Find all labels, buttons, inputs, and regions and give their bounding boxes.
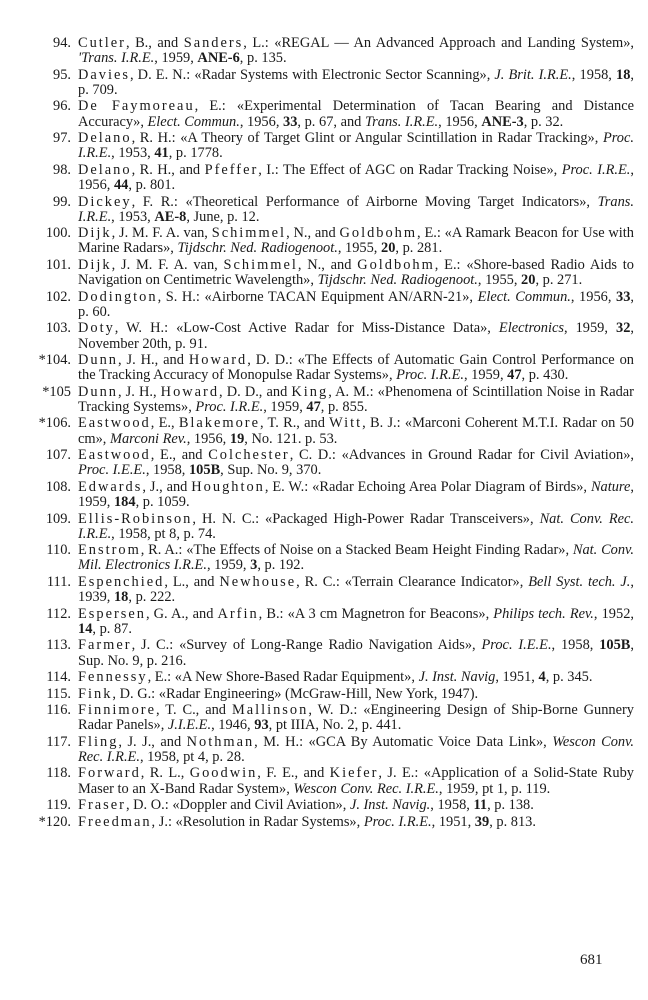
volume-number: 18 [113, 589, 129, 606]
reference-text: , E., and [150, 447, 209, 464]
reference-text: , D. D., and [219, 383, 292, 400]
reference-text: , p. 135. [239, 50, 287, 67]
author-name: Forward [78, 765, 141, 782]
reference-text: , 1956, [570, 288, 616, 305]
reference-text: , N., and [297, 256, 358, 273]
reference-text: , J. E.: «Application of a Solid-State Ruby Maser to an X-Band Radar System», [78, 765, 634, 797]
journal-title: Nat. Conv. Mil. Electronics I.R.E. [78, 542, 634, 574]
reference-text: , p. 87. [92, 620, 132, 637]
journal-title: J. Inst. Navig [418, 669, 496, 686]
reference-entry [0, 131, 648, 161]
reference-entry [0, 575, 648, 605]
reference-text: , J. C.: «Survey of Long-Range Radio Navigation Aids», [131, 637, 482, 654]
reference-text: , 1939, [78, 573, 635, 606]
reference-text: , N., and [286, 225, 340, 242]
journal-title: Trans. I.R.E. [78, 193, 634, 225]
reference-text: , p. 813. [489, 813, 536, 830]
reference-text: , J. H., and [117, 352, 189, 369]
author-name: Fink [78, 685, 113, 702]
volume-number: 4 [538, 669, 546, 686]
journal-title: Proc. I.E.E. [481, 637, 552, 654]
reference-text: , June, p. 12. [186, 208, 260, 225]
author-name: Mallinson [231, 702, 309, 719]
reference-text: , L.: «REGAL — An Advanced Approach and Landing System», [243, 35, 634, 51]
reference-text: , 1956, [78, 161, 634, 194]
reference-number: 115. [46, 685, 71, 702]
reference-text: , p. 60. [78, 288, 634, 320]
author-name: Schimmel [211, 225, 287, 242]
reference-number: 113. [46, 637, 71, 654]
author-name: Fennessy [78, 669, 148, 686]
page-number: 681 [580, 952, 603, 968]
reference-text: , E.: «A Ramark Beacon for Use with Marine Radars», [78, 225, 634, 257]
author-name: Witt [329, 415, 363, 432]
author-name: Fling [78, 733, 119, 750]
author-name: Kiefer [329, 765, 379, 782]
reference-text: , 1956, [438, 113, 482, 130]
author-name: Davies [78, 66, 130, 83]
author-name: Arfin [217, 605, 259, 622]
reference-text: , 1959, [154, 50, 198, 67]
journal-title: Proc. I.R.E. [363, 813, 432, 830]
reference-text: , p. 222. [128, 589, 176, 606]
reference-text: , p. 271. [535, 272, 583, 289]
journal-title: J. Brit. I.R.E. [494, 66, 572, 83]
volume-number: 14 [78, 620, 93, 637]
reference-text: , E., [150, 415, 179, 432]
reference-text: , D. D.: «The Effects of Automatic Gain Control Performance on the Tracking Accuracy of Monopulse Radar Systems», [78, 352, 634, 384]
reference-text: , p. 67, and [297, 113, 365, 130]
reference-text: , R. H., and [131, 161, 205, 178]
reference-entry [0, 703, 648, 733]
journal-title: Proc. I.R.E. [78, 130, 634, 162]
reference-text: , E.: «Shore-based Radio Aids to Navigation on Centimetric Wavelength», [78, 256, 634, 289]
author-name: Newhouse [219, 573, 297, 590]
author-name: Houghton [191, 478, 265, 495]
author-name: King [291, 383, 329, 400]
reference-number: 102. [45, 288, 71, 305]
reference-entry [0, 68, 648, 98]
reference-text: , L., and [164, 573, 220, 590]
journal-title: 'Trans. I.R.E. [78, 50, 155, 67]
reference-number: 97. [53, 130, 71, 147]
reference-text: , H. N. C.: «Packaged High-Power Radar Transceivers», [192, 510, 540, 527]
reference-text: , T. R., and [259, 415, 330, 432]
reference-text: , Sup. No. 9, p. 216. [78, 637, 634, 669]
journal-title: Bell Syst. tech. J. [528, 573, 631, 590]
journal-title: Tijdschr. Ned. Radiogenoot. [317, 272, 478, 289]
reference-text: , 1958, pt 4, p. 28. [139, 748, 245, 765]
reference-entry [0, 543, 648, 573]
author-name: Fraser [78, 797, 126, 814]
reference-text: , S. H.: «Airborne TACAN Equipment AN/ARN-21», [157, 288, 478, 305]
journal-title: Proc. I.R.E. [561, 161, 631, 178]
reference-entry [0, 385, 648, 415]
reference-text: , p. 192. [257, 557, 305, 574]
volume-number: 33 [616, 288, 631, 305]
author-name: Sanders [183, 35, 244, 51]
journal-title: J.I.E.E. [167, 717, 212, 734]
reference-text: , 1956, [239, 113, 284, 130]
author-name: Finnimore [78, 702, 156, 719]
reference-number: 103. [45, 320, 71, 337]
reference-text: , J. M. F. A. van, [111, 225, 212, 242]
reference-text: , p. 801. [128, 177, 176, 194]
reference-entry [0, 36, 648, 66]
author-name: Dickey [78, 193, 132, 210]
reference-text: , 1959, [463, 367, 508, 384]
reference-entry [0, 353, 648, 383]
reference-text: , E. W.: «Radar Echoing Area Polar Diagram of Birds», [264, 478, 591, 495]
reference-entry [0, 226, 648, 256]
reference-text: , 1951, [431, 813, 475, 830]
reference-text: , 1951, [495, 669, 539, 686]
journal-title: Proc. I.R.E. [195, 398, 264, 415]
author-name: Espenchied [78, 573, 165, 590]
reference-text: , 1959, [206, 557, 251, 574]
reference-text: , J. H., [117, 383, 161, 400]
reference-number: 112. [46, 605, 71, 622]
author-name: Nothman [186, 733, 255, 750]
reference-number: *106. [38, 415, 71, 432]
reference-entry [0, 766, 648, 796]
reference-number: 114. [46, 669, 71, 686]
author-name: Delano [78, 161, 132, 178]
reference-entry [0, 687, 648, 702]
reference-text: , 1958, [551, 637, 600, 654]
reference-number: 116. [46, 702, 71, 719]
reference-text: , J.: «Resolution in Radar Systems», [151, 813, 364, 830]
reference-entry [0, 290, 648, 320]
reference-text: , p. 281. [395, 240, 443, 257]
reference-text: , B., and [125, 35, 184, 51]
author-name: Schimmel [223, 256, 298, 273]
author-name: Delano [78, 130, 132, 147]
reference-entry [0, 798, 648, 813]
reference-text: , E.: «Experimental Determination of Tacan Bearing and Distance Accuracy», [78, 98, 634, 130]
author-name: Cutler [78, 35, 126, 51]
reference-text: , p. 1059. [135, 494, 190, 511]
reference-text: , J. J., and [118, 733, 187, 750]
reference-text: , E.: «A New Shore-Based Radar Equipment», [147, 669, 419, 686]
journal-title: J. Inst. Navig. [349, 797, 431, 814]
reference-text: , 1946, [211, 717, 255, 734]
volume-number: 20 [521, 272, 536, 289]
volume-number: 41 [154, 145, 169, 162]
reference-text: , T. C., and [155, 702, 232, 719]
reference-text: , 1952, [593, 605, 634, 622]
volume-number: ANE-6 [197, 50, 240, 67]
reference-list [0, 36, 648, 831]
reference-number: *105 [42, 383, 71, 400]
author-name: Dijk [78, 225, 112, 242]
reference-text: , 1953, [111, 145, 155, 162]
reference-number: 117. [46, 733, 71, 750]
reference-number: 109. [45, 510, 71, 527]
reference-entry [0, 735, 648, 765]
reference-text: , R. C.: «Terrain Clearance Indicator», [296, 573, 529, 590]
volume-number: 44 [113, 177, 129, 194]
reference-entry [0, 448, 648, 478]
author-name: De Faymoreau [78, 98, 195, 115]
volume-number: 39 [474, 813, 490, 830]
author-name: Edwards [78, 478, 143, 495]
reference-text: , No. 121. p. 53. [244, 430, 338, 447]
author-name: Dijk [78, 256, 112, 273]
reference-text: , B.: «A 3 cm Magnetron for Beacons», [258, 605, 494, 622]
reference-text: , W. D.: «Engineering Design of Ship-Borne Gunnery Radar Panels», [78, 702, 635, 734]
author-name: Doty [78, 320, 115, 337]
author-name: Dunn [78, 383, 118, 400]
reference-text: , M. H.: «GCA By Automatic Voice Data Link», [254, 733, 553, 750]
reference-number: 108. [45, 478, 71, 495]
reference-text: , 1958, [145, 462, 189, 479]
author-name: Goldbohm [357, 256, 435, 273]
reference-text: , R. A.: «The Effects of Noise on a Stacked Beam Height Finding Radar», [140, 542, 573, 559]
volume-number: 11 [473, 797, 488, 814]
author-name: Espersen [78, 605, 146, 622]
reference-number: 94. [53, 35, 71, 51]
journal-title: Philips tech. Rev. [493, 605, 594, 622]
reference-text: , p. 32. [523, 113, 564, 130]
reference-entry [0, 480, 648, 510]
reference-text: , 1958, pt 8, p. 74. [111, 525, 216, 542]
volume-number: 33 [283, 113, 298, 130]
reference-number: *104. [38, 352, 71, 369]
reference-text: , R. H.: «A Theory of Target Glint or Angular Scintillation in Radar Tracking», [131, 130, 603, 147]
reference-text: , 1955, [337, 240, 381, 257]
author-name: Howard [160, 383, 220, 400]
reference-text: , November 20th, p. 91. [78, 320, 634, 352]
author-name: Blakemore [178, 415, 260, 432]
author-name: Freedman [78, 813, 152, 830]
reference-entry [0, 512, 648, 542]
reference-text: , J., and [142, 478, 192, 495]
author-name: Howard [188, 352, 248, 369]
reference-text: , p. 709. [78, 66, 634, 98]
reference-number: 95. [53, 66, 71, 83]
reference-text: , D. G.: «Radar Engineering» (McGraw-Hill, New York, 1947). [112, 685, 479, 702]
reference-text: , F. E., and [257, 765, 330, 782]
author-name: Colchester [208, 447, 290, 464]
reference-text: , p. 345. [545, 669, 593, 686]
journal-title: Nat. Conv. Rec. I.R.E. [78, 510, 634, 542]
reference-text: , 1955, [477, 272, 522, 289]
reference-text: , J. M. F. A. van, [111, 256, 224, 273]
journal-title: Proc. I.E.E. [78, 462, 146, 479]
journal-title: Wescon Conv. Rec. I.R.E. [293, 780, 439, 797]
reference-text: , 1958, [430, 797, 474, 814]
volume-number: 105B [188, 462, 221, 479]
reference-text: , p. 430. [521, 367, 569, 384]
reference-entry [0, 638, 648, 668]
author-name: Eastwood [78, 447, 151, 464]
reference-number: 101. [45, 256, 71, 273]
reference-entry [0, 416, 648, 446]
volume-number: 47 [507, 367, 522, 384]
reference-text: , 1959, [78, 478, 634, 511]
reference-text: , G. A., and [145, 605, 218, 622]
author-name: Ellis-Robinson [78, 510, 193, 527]
volume-number: 32 [616, 320, 631, 337]
reference-text: , D. E. N.: «Radar Systems with Electronic Sector Scanning», [129, 66, 495, 83]
author-name: Goodwin [189, 765, 258, 782]
reference-number: 98. [53, 161, 71, 178]
journal-title: Electronics [498, 320, 564, 337]
reference-text: , p. 1778. [168, 145, 223, 162]
reference-entry [0, 815, 648, 830]
reference-text: , p. 855. [320, 398, 368, 415]
reference-number: 119. [46, 797, 71, 814]
reference-text: , B. J.: «Marconi Coherent M.T.I. Radar on 50 cm», [78, 415, 634, 447]
reference-text: , R. L., [140, 765, 190, 782]
journal-title: Elect. Commun. [477, 288, 571, 305]
volume-number: 93 [254, 717, 269, 734]
reference-text: , I.: The Effect of AGC on Radar Tracking Noise», [258, 161, 562, 178]
author-name: Dunn [78, 352, 118, 369]
reference-number: 118. [46, 765, 71, 782]
reference-number: 111. [46, 573, 71, 590]
reference-number: 110. [46, 542, 71, 559]
author-name: Dodington [78, 288, 158, 305]
reference-text: , 1956, [186, 430, 230, 447]
journal-title: Proc. I.R.E. [396, 367, 464, 384]
volume-number: 3 [250, 557, 258, 574]
volume-number: ANE-3 [481, 113, 524, 130]
reference-number: 99. [53, 193, 71, 210]
journal-title: Nature [590, 478, 631, 495]
volume-number: 18 [616, 66, 631, 83]
reference-text: , A. M.: «Phenomena of Scintillation Noise in Radar Tracking Systems», [78, 383, 634, 415]
reference-entry [0, 195, 648, 225]
reference-text: , F. R.: «Theoretical Performance of Airborne Moving Target Indicators», [131, 193, 598, 210]
volume-number: 20 [381, 240, 396, 257]
reference-number: 100. [45, 225, 71, 242]
reference-text: , 1953, [111, 208, 155, 225]
reference-number: 107. [45, 447, 71, 464]
reference-text: , 1959, [263, 398, 307, 415]
journal-title: Marconi Rev. [109, 430, 187, 447]
author-name: Enstrom [78, 542, 141, 559]
volume-number: 47 [306, 398, 321, 415]
reference-text: , W. H.: «Low-Cost Active Radar for Miss-Distance Data», [114, 320, 499, 337]
reference-text: , p. 138. [487, 797, 534, 814]
reference-entry [0, 670, 648, 685]
reference-entry [0, 163, 648, 193]
author-name: Goldbohm [339, 225, 418, 242]
reference-entry [0, 607, 648, 637]
author-name: Pfeffer [204, 161, 259, 178]
reference-text: , C. D.: «Advances in Ground Radar for Civil Aviation», [289, 447, 634, 464]
reference-text: , Sup. No. 9, 370. [220, 462, 322, 479]
volume-number: AE-8 [154, 208, 187, 225]
author-name: Eastwood [78, 415, 151, 432]
volume-number: 19 [229, 430, 245, 447]
reference-number: *120. [38, 813, 71, 830]
journal-title: Trans. I.R.E. [364, 113, 439, 130]
volume-number: 105B [599, 637, 631, 654]
reference-entry [0, 99, 648, 129]
reference-text: , 1959, pt 1, p. 119. [438, 780, 551, 797]
reference-entry [0, 321, 648, 351]
reference-text: , 1958, [571, 66, 616, 83]
reference-text: , pt IIIA, No. 2, p. 441. [268, 717, 402, 734]
reference-number: 96. [53, 98, 71, 115]
volume-number: 184 [113, 494, 136, 511]
journal-title: Elect. Commun. [147, 113, 240, 130]
reference-text: , D. O.: «Doppler and Civil Aviation», [125, 797, 350, 814]
author-name: Farmer [78, 637, 132, 654]
journal-title: Wescon Conv. Rec. I.R.E. [78, 733, 634, 765]
reference-entry [0, 258, 648, 288]
journal-title: Tijdschr. Ned. Radiogenoot. [177, 240, 338, 257]
reference-text: , 1959, [563, 320, 616, 337]
